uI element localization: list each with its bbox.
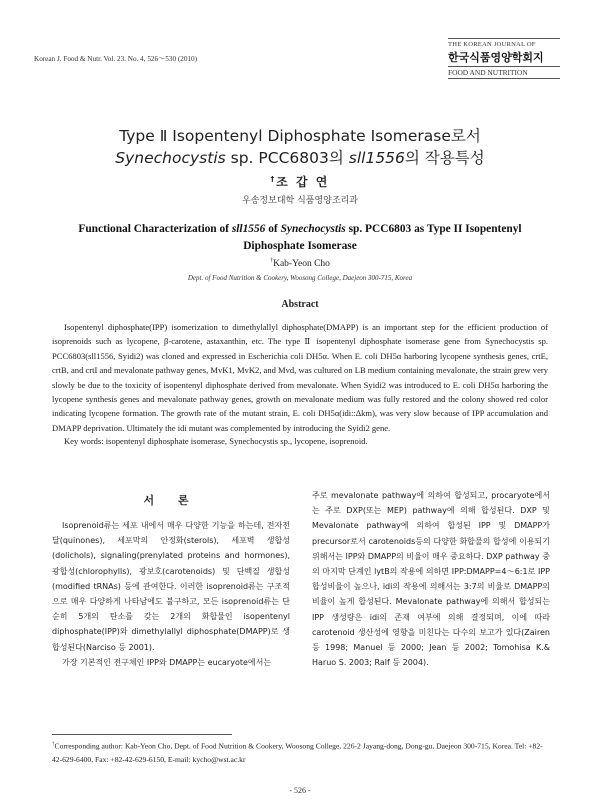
page-number: - 526 -	[289, 786, 311, 795]
journal-masthead	[448, 38, 560, 79]
title-kr-rest: sp. PCC6803의	[225, 149, 349, 167]
footnote-mark: †	[52, 742, 55, 747]
author-en	[0, 258, 600, 269]
title-kr-end: 의 작용특성	[404, 149, 485, 167]
author-en-name: Kab-Yeon Cho	[273, 259, 330, 270]
abstract-heading: Abstract	[281, 299, 319, 310]
abstract-text: Isopentenyl diphosphate(IPP) isomerization to dimethylallyl diphosphate(DMAPP) is an important step for the efficient production of isoprenoids such as lycopene, β-carotene, astaxanthin, etc. The type Ⅱ isopentenyl diphosphate isomerase gene from Synechocystis sp. PCC6803(sll1556, Syidi2) was cloned and expressed in Escherichia coli DH5α. When E. coli DH5α harboring lycopene synthesis genes, crtE, crtB, and crtI and mevalonate pathway genes, MvK1, MvK2, and Mvd, was cultured on LB medium containing mevalonate, the strain grew very slowly be due to the toxicity of isopentenyl diphosphate derived from mevalonate. When Syidi2 was introduced to E. coli DH5α harboring the lycopene synthesis genes and mevalonate pathway genes, growth on mevalonate medium was fully restored and the colony showed red color indicating lycopene formation. The growth rate of the mutant strain, E. coli DH5α(idi::∆km), was very slow because of IPP accumulation and DMAPP deprivation. Ultimately the idi mutant was complemented by introducing the Syidi2 gene.	[52, 322, 548, 433]
footnote-text: Corresponding author: Kab-Yeon Cho, Dept. of Food Nutrition & Cookery, Woosong College, 226-2 Jayang-dong, Dong-gu, Daejeon 300-715, Korea. Tel: +82-42-629-6400, Fax: +82-42-629-6150, E-mail: kycho@wst.ac.kr	[52, 741, 543, 764]
title-kr-gene: sll1556	[348, 149, 405, 167]
footnote	[52, 738, 552, 766]
author-kr-name: 조 갑 연	[276, 175, 330, 189]
keywords: Key words: isopentenyl diphosphate isomerase, Synechocystis sp., lycopene, isoprenoid.	[64, 436, 368, 446]
intro-right-paragraph-1: 주로 mevalonate pathway에 의하여 합성되고, procaryote에서는 주로 DXP(또는 MEP) pathway에 의해 합성된다. DXP 및 Mevalonate pathway에 의하여 합성된 IPP 및 DMAPP가 precursor로서 carotenoids등의 다양한 화합물의 합성에 이용되기 위해서는 IPP와 DMAPP의 비율이 매우 중요하다. DXP pathway 중의 마지막 단계인 lytB의 작용에 의하면 IPP:DMAPP=4～6:1로 IPP 합성비율이 높으나, idi의 작용에 의해서는 3:7의 비율로 DMAPP의 비율이 높게 합성된다. Mevalonate pathway에 의해서 합성되는 IPP 생성량은 idi의 존재 여부에 의해 결정되며, 이에 따라 carotenoid 생산성에 영향을 미친다는 다수의 보고가 있다(Zairen 등 1998; Manuel 등 2000; Jean 등 2002; Tomohisa K.& Haruo S. 2003; Ralf 등 2004).	[312, 491, 550, 668]
footnote-divider	[52, 734, 232, 735]
affiliation-en: Dept. of Food Nutrition & Cookery, Woosong College, Daejeon 300-715, Korea	[187, 274, 413, 282]
journal-name-kr: 한국식품영양학회지	[448, 51, 544, 64]
journal-reference: Korean J. Food & Nutr. Vol. 23. No. 4, 526～530 (2010)	[34, 55, 198, 63]
title-en-species: Synechocystis	[280, 223, 346, 235]
author-kr	[0, 173, 600, 190]
affiliation-kr: 우송정보대학 식품영양조리과	[242, 196, 358, 206]
title-kr-line1: Type Ⅱ Isopentenyl Diphosphate Isomerase로서	[119, 127, 481, 145]
title-kr-species: Synechocystis	[115, 149, 226, 167]
title-kr-line2	[40, 146, 560, 168]
section-heading-intro: 서 론	[143, 494, 199, 507]
title-en-part2: of	[265, 223, 281, 235]
title-en-part3: sp. PCC6803 as Type II Isopentenyl Diphosphate Isomerase	[243, 223, 522, 252]
author-kr-mark: †	[270, 175, 277, 183]
intro-left-paragraph-1: Isoprenoid류는 세포 내에서 매우 다양한 기능을 하는데, 전자전달(quinones), 세포막의 안정화(sterols), 세포벽 생합성(dolichols), signaling(prenylated proteins and hormones), 광합성(chlorophylls), 광보호(carotenoids) 및 단백질 생합성(modified tRNAs) 등에 관여한다. 이러한 isoprenoid류는 구조적으로 매우 다양하게 나타남에도 불구하고, 모든 isoprenoid류는 단순히 5개의 탄소를 갖는 2개의 화합물인 isopentenyl diphosphate(IPP)와 dimethylallyl diphosphate(DMAPP)로 생합성된다(Narciso 등 2001).	[52, 521, 290, 652]
author-en-mark: †	[270, 258, 274, 264]
title-en-gene: sll1556	[231, 223, 266, 235]
intro-column-right	[312, 488, 550, 670]
intro-column-left	[52, 518, 290, 670]
title-en	[50, 221, 550, 255]
intro-left-paragraph-2: 가장 기본적인 전구체인 IPP와 DMAPP는 eucaryote에서는	[62, 657, 272, 667]
journal-name-en: THE KOREAN JOURNAL OF	[448, 38, 560, 48]
abstract-body	[52, 320, 548, 435]
journal-name-en2: FOOD AND NUTRITION	[448, 66, 560, 79]
title-en-part1: Functional Characterization of	[78, 223, 232, 235]
